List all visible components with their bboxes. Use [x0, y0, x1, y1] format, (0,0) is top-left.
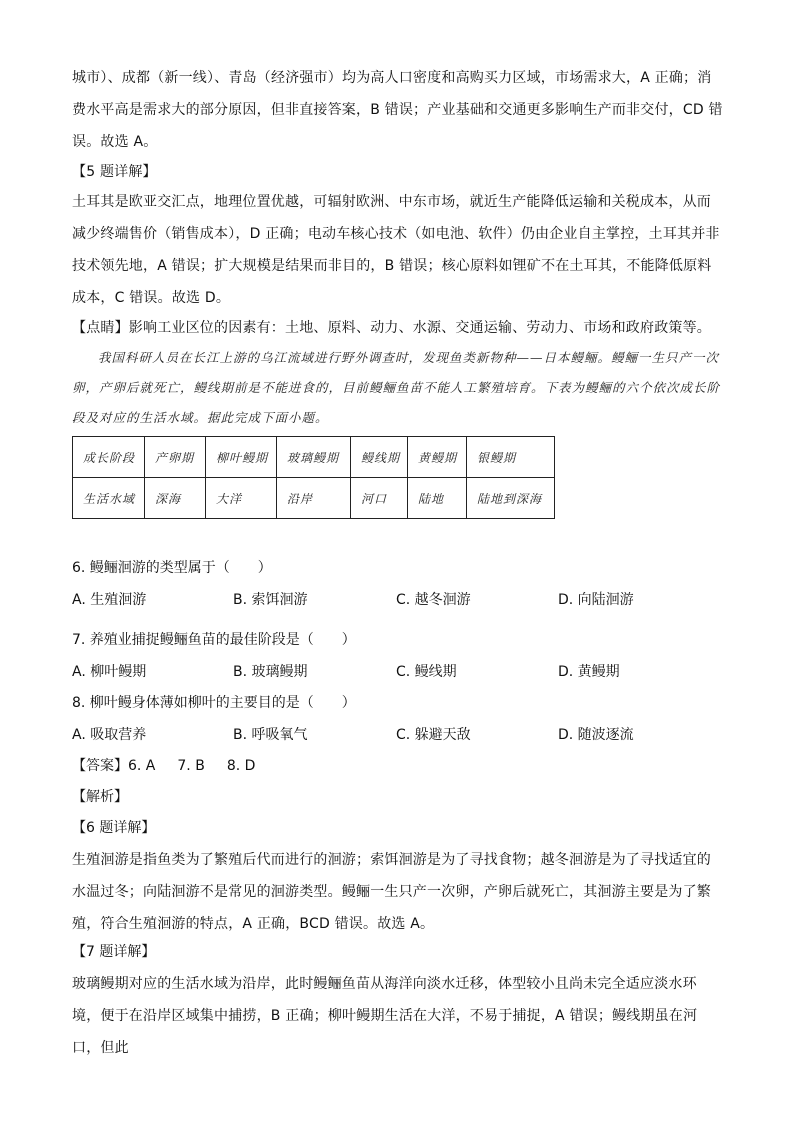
table-cell: 玻璃鳗期: [277, 437, 351, 478]
question-7-stem: 7. 养殖业捕捉鳗鲡鱼苗的最佳阶段是（ ）: [72, 632, 356, 648]
question-8-option-c: C. 躲避天敌: [396, 727, 471, 743]
question-6-option-d: D. 向陆洄游: [558, 592, 634, 608]
heading-q6-detail: 【6 题详解】: [72, 820, 156, 836]
table-cell: 沿岸: [277, 478, 351, 519]
table-cell: 成长阶段: [73, 437, 145, 478]
table-cell: 大洋: [206, 478, 277, 519]
table-cell: 深海: [145, 478, 206, 519]
table-cell: 产卵期: [145, 437, 206, 478]
paragraph-q6-detail: 生殖洄游是指鱼类为了繁殖后代而进行的洄游；索饵洄游是为了寻找食物；越冬洄游是为了寻找适宜的水温过冬；向陆洄游不是常见的洄游类型。鳗鲡一生只产一次卵，产卵后就死亡，其洄游主要是为了繁殖，符合生殖洄游的特点，A 正确，BCD 错误。故选 A。: [72, 852, 711, 932]
table-cell: 黄鳗期: [408, 437, 467, 478]
question-8-option-a: A. 吸取营养: [72, 727, 147, 743]
table-cell: 河口: [351, 478, 408, 519]
answer-label: 【答案】: [72, 758, 128, 774]
paragraph-tip: 【点睛】影响工业区位的因素有：土地、原料、动力、水源、交通运输、劳动力、市场和政府政策等。: [72, 320, 711, 336]
table-cell: 鳗线期: [351, 437, 408, 478]
eel-stage-table: [72, 436, 555, 519]
paragraph-q4-continuation: 城市）、成都（新一线）、青岛（经济强市）均为高人口密度和高购买力区域，市场需求大，A 正确；消费水平高是需求大的部分原因，但非直接答案，B 错误；产业基础和交通更多影响生产而非交付，CD 错误。故选 A。: [72, 70, 723, 150]
answer-8: 8. D: [226, 758, 256, 774]
heading-q5-detail: 【5 题详解】: [72, 164, 157, 180]
question-8-option-d: D. 随波逐流: [558, 727, 634, 743]
question-6-option-b: B. 索饵洄游: [233, 592, 308, 608]
table-cell: 陆地: [408, 478, 467, 519]
question-7-option-b: B. 玻璃鳗期: [233, 664, 308, 680]
paragraph-q5-detail: 土耳其是欧亚交汇点，地理位置优越，可辐射欧洲、中东市场，就近生产能降低运输和关税成本，从而减少终端售价（销售成本），D 正确；电动车核心技术（如电池、软件）仍由企业自主掌控，土耳其并非技术领先地，A 错误；扩大规模是结果而非目的，B 错误；核心原料如锂矿不在土耳其，不能降低原料成本，C 错误。故选 D。: [72, 194, 720, 306]
eel-passage: 我国科研人员在长江上游的乌江流域进行野外调查时，发现鱼类新物种——日本鳗鲡。鳗鲡一生只产一次卵，产卵后就死亡，鳗线期前是不能进食的，目前鳗鲡鱼苗不能人工繁殖培育。下表为鳗鲡的六个依次成长阶段及对应的生活水域。据此完成下面小题。: [72, 350, 721, 425]
heading-q7-detail: 【7 题详解】: [72, 944, 156, 960]
answer-6: 6. A: [128, 758, 156, 774]
question-7-option-a: A. 柳叶鳗期: [72, 664, 147, 680]
question-8-stem: 8. 柳叶鳗身体薄如柳叶的主要目的是（ ）: [72, 695, 356, 711]
table-row-habitat: [73, 478, 555, 519]
question-7-option-d: D. 黄鳗期: [558, 664, 620, 680]
question-6-option-c: C. 越冬洄游: [396, 592, 471, 608]
paragraph-q7-detail: 玻璃鳗期对应的生活水域为沿岸，此时鳗鲡鱼苗从海洋向淡水迁移，体型较小且尚未完全适应淡水环境，便于在沿岸区域集中捕捞，B 正确；柳叶鳗期生活在大洋，不易于捕捉，A 错误；鳗线期虽在河口，但此: [72, 976, 698, 1056]
question-6-option-a: A. 生殖洄游: [72, 592, 147, 608]
question-6-stem: 6. 鳗鲡洄游的类型属于（ ）: [72, 560, 272, 576]
question-7-option-c: C. 鳗线期: [396, 664, 457, 680]
table-row-stage: [73, 437, 555, 478]
table-cell: 银鳗期: [467, 437, 555, 478]
question-8-option-b: B. 呼吸氧气: [233, 727, 308, 743]
table-cell: 生活水域: [73, 478, 145, 519]
answer-7: 7. B: [177, 758, 205, 774]
analysis-label: 【解析】: [72, 789, 128, 805]
table-cell: 柳叶鳗期: [206, 437, 277, 478]
answer-line: [72, 756, 277, 776]
table-cell: 陆地到深海: [467, 478, 555, 519]
